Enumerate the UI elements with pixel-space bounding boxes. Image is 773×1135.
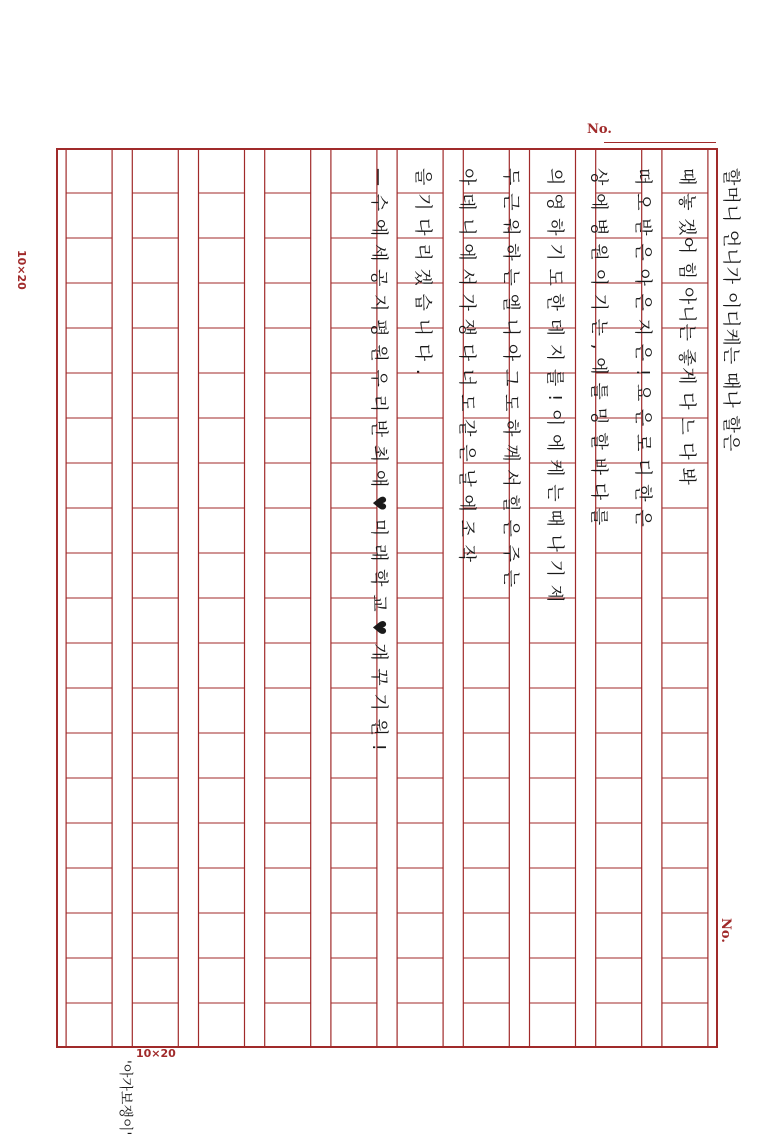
letter-line: 떠 오 받 은 아 은 지 은 ! 요 은 로 디 한 은 — [632, 168, 653, 528]
letter-line: 두 근 워 하 는 엘 니 아 그 도 하 께 서 힐 은 주 는 — [500, 168, 521, 589]
no-label-top: No. — [587, 122, 612, 137]
letter-line: — 수 에 세 공 지 평 원 우 리 반 최 애 ♥ 미 래 학 교 ♥ 개 꾸 기 원 ! — [368, 168, 389, 752]
size-label-left: 10×20 — [15, 250, 28, 290]
letter-line: 때 놓 겠어 힘 아니는 좋게 다 느 다 봐 — [676, 168, 697, 486]
no-line-top — [604, 142, 716, 143]
letter-line: 상 에 병 원 이 기 는 , 에 틀 밍 할 바 다 를 — [588, 168, 609, 527]
margin-note: '아가보쟁이' — [117, 1060, 133, 1135]
letter-line: 의 영 하 기 도 한 데 지 를 ! 이 에 케 는 때 나 기 제 — [544, 168, 565, 604]
letter-line: 할머니 언니가 이디케는 때나 할은 — [720, 168, 741, 453]
size-label-bottom: 10×20 — [136, 1047, 176, 1060]
no-label-right: No. — [718, 918, 733, 943]
handwritten-letter — [356, 168, 752, 1028]
letter-line: 아 데 니 에 서 가 쟁 다 너 도 같 은 날 에 조 작 — [456, 168, 477, 564]
letter-line: 을 기 다 리 겠 습 니 다 . — [412, 168, 433, 376]
